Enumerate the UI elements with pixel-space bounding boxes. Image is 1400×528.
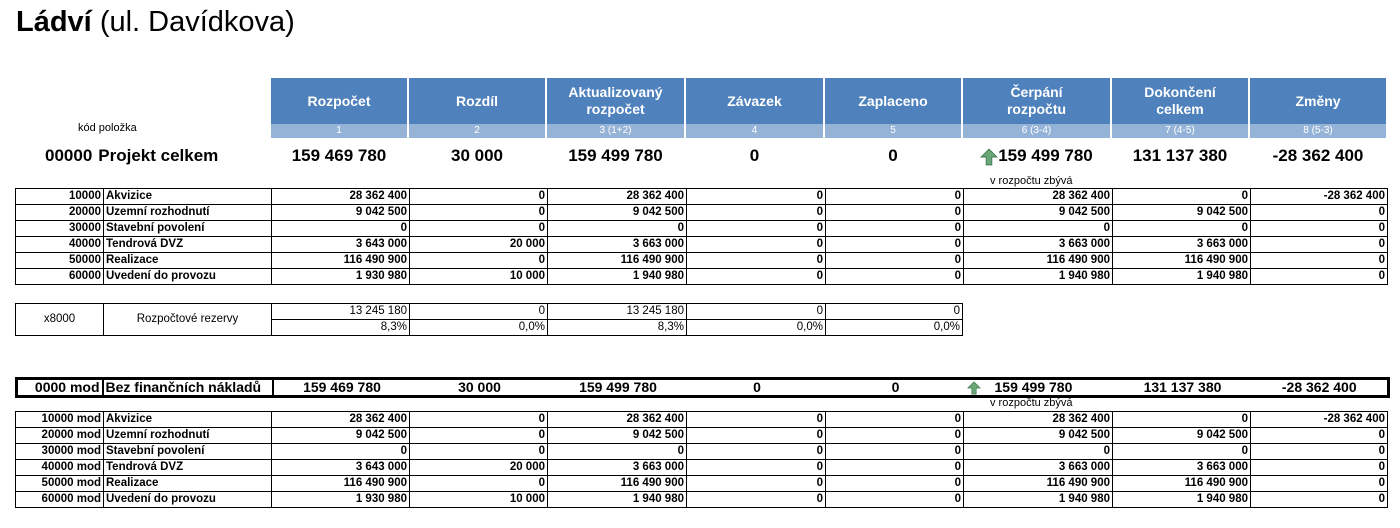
row-value: 3 663 000 (548, 460, 687, 476)
row-code: 30000 mod (16, 444, 104, 460)
reserve-value: 0 (687, 304, 826, 320)
column-number: 5 (825, 124, 961, 138)
column-header (547, 78, 684, 124)
remaining-note: v rozpočtu zbývá (990, 175, 1073, 187)
row-value: 116 490 900 (964, 253, 1113, 269)
column-header-label: Dokončení celkem (1144, 84, 1216, 117)
table-row (16, 444, 1388, 460)
total-value (963, 146, 1110, 166)
cost-table (15, 188, 1388, 285)
column-number: 2 (409, 124, 545, 138)
table-row (16, 460, 1388, 476)
total-value: -28 362 400 (1272, 146, 1364, 165)
column-number: 8 (5-3) (1250, 124, 1386, 138)
row-value: 9 042 500 (1113, 205, 1251, 221)
row-value: 20 000 (410, 460, 548, 476)
row-value: 0 (548, 221, 687, 237)
row-code: 30000 (16, 221, 104, 237)
row-value: 3 663 000 (548, 237, 687, 253)
row-code: 40000 (16, 237, 104, 253)
row-value: 3 663 000 (1113, 460, 1251, 476)
row-value: 1 940 980 (1113, 269, 1251, 285)
mod-total-value: 159 499 780 (579, 379, 657, 396)
row-value: 3 643 000 (272, 460, 410, 476)
row-value: 28 362 400 (964, 189, 1113, 205)
row-value: 0 (1251, 253, 1388, 269)
row-value: -28 362 400 (1251, 412, 1388, 428)
header-code-label: kód položka (78, 122, 137, 134)
page-title (16, 6, 295, 39)
row-name: Uvedení do provozu (104, 492, 272, 508)
row-value: 0 (1113, 221, 1251, 237)
row-value: 0 (272, 444, 410, 460)
row-value: 3 663 000 (964, 237, 1113, 253)
row-value: 1 940 980 (1113, 492, 1251, 508)
row-value: 0 (410, 221, 548, 237)
total-label (45, 146, 218, 166)
column-header (963, 78, 1110, 124)
column-number: 7 (4-5) (1112, 124, 1248, 138)
reserve-code: x8000 (16, 304, 104, 336)
row-value: 0 (826, 476, 964, 492)
row-value: 0 (826, 460, 964, 476)
row-value: 28 362 400 (548, 189, 687, 205)
row-value: 9 042 500 (964, 428, 1113, 444)
mod-total-value: -28 362 400 (1281, 379, 1357, 396)
reserve-value: 0 (826, 304, 963, 320)
row-code: 50000 (16, 253, 104, 269)
column-number: 6 (3-4) (963, 124, 1110, 138)
row-name: Akvizice (104, 189, 272, 205)
total-code: 00000 (45, 146, 93, 165)
row-value: 0 (1251, 476, 1388, 492)
row-value: 10 000 (410, 269, 548, 285)
row-value: 0 (548, 444, 687, 460)
row-value: 28 362 400 (272, 189, 410, 205)
table-row (16, 492, 1388, 508)
row-value: 0 (826, 189, 964, 205)
row-value: 9 042 500 (1113, 428, 1251, 444)
row-value: 0 (1113, 189, 1251, 205)
mod-total-name: Bez finančních nákladů (103, 379, 273, 397)
mod-total-code: 0000 mod (17, 379, 103, 397)
row-value: 0 (826, 237, 964, 253)
row-value: 0 (410, 476, 548, 492)
row-value: 28 362 400 (548, 412, 687, 428)
reserve-percent: 0,0% (826, 320, 963, 336)
total-value: 131 137 380 (1132, 146, 1228, 165)
reserve-percent: 0,0% (687, 320, 826, 336)
row-name: Uvedení do provozu (104, 269, 272, 285)
total-value: 30 000 (451, 146, 503, 165)
row-value: 3 663 000 (964, 460, 1113, 476)
row-value: 0 (1251, 221, 1388, 237)
row-value: 1 940 980 (548, 492, 687, 508)
column-header (409, 78, 545, 124)
column-header (1112, 78, 1248, 124)
total-value: 159 499 780 (568, 146, 663, 165)
row-value: 116 490 900 (272, 253, 410, 269)
column-header-label: Změny (1295, 92, 1341, 109)
column-number: 4 (686, 124, 823, 138)
cost-table (15, 411, 1388, 508)
row-value: 0 (410, 412, 548, 428)
row-value: 9 042 500 (548, 205, 687, 221)
row-value: 0 (687, 460, 826, 476)
column-header (1250, 78, 1386, 124)
row-name: Stavební povolení (104, 221, 272, 237)
arrow-up-icon (980, 148, 998, 166)
reserve-percent: 0,0% (410, 320, 548, 336)
row-value: 0 (687, 428, 826, 444)
row-value: 0 (826, 428, 964, 444)
column-header-label: Rozdíl (456, 92, 498, 109)
total-value: 0 (749, 146, 760, 165)
row-code: 50000 mod (16, 476, 104, 492)
row-value: 20 000 (410, 237, 548, 253)
reserve-table (15, 303, 963, 336)
row-code: 10000 (16, 189, 104, 205)
row-value: -28 362 400 (1251, 189, 1388, 205)
row-name: Tendrová DVZ (104, 237, 272, 253)
row-value: 9 042 500 (272, 205, 410, 221)
column-header-label: Aktualizovaný rozpočet (568, 84, 663, 117)
remaining-note-mod: v rozpočtu zbývá (990, 397, 1073, 409)
row-value: 1 940 980 (964, 492, 1113, 508)
reserve-value: 13 245 180 (272, 304, 410, 320)
row-value: 116 490 900 (548, 253, 687, 269)
table-row (16, 189, 1388, 205)
row-value: 0 (1251, 444, 1388, 460)
row-value: 9 042 500 (964, 205, 1113, 221)
row-value: 116 490 900 (272, 476, 410, 492)
row-value: 1 940 980 (548, 269, 687, 285)
row-code: 60000 (16, 269, 104, 285)
row-value: 1 930 980 (272, 492, 410, 508)
column-header (271, 78, 407, 124)
mod-total-row (15, 377, 1390, 398)
table-row (16, 269, 1388, 285)
row-value: 10 000 (410, 492, 548, 508)
row-code: 10000 mod (16, 412, 104, 428)
row-value: 0 (687, 189, 826, 205)
row-name: Uzemní rozhodnutí (104, 205, 272, 221)
row-value: 116 490 900 (964, 476, 1113, 492)
row-value: 0 (410, 253, 548, 269)
row-value: 9 042 500 (272, 428, 410, 444)
row-value: 116 490 900 (548, 476, 687, 492)
row-value: 0 (826, 412, 964, 428)
reserve-percent: 8,3% (272, 320, 410, 336)
column-header (825, 78, 961, 124)
row-value: 0 (687, 444, 826, 460)
row-value: 0 (687, 476, 826, 492)
table-row (16, 428, 1388, 444)
row-name: Uzemní rozhodnutí (104, 428, 272, 444)
total-value: 159 469 780 (291, 146, 387, 165)
row-value: 0 (1251, 269, 1388, 285)
row-name: Stavební povolení (104, 444, 272, 460)
reserve-value: 0 (410, 304, 548, 320)
page-title-bold: Ládví (16, 6, 92, 38)
mod-total-value: 30 000 (458, 379, 501, 396)
row-value: 0 (964, 444, 1113, 460)
row-name: Realizace (104, 476, 272, 492)
row-value: 0 (410, 189, 548, 205)
row-value: 28 362 400 (964, 412, 1113, 428)
row-value: 0 (687, 221, 826, 237)
row-value: 0 (826, 492, 964, 508)
table-row (16, 412, 1388, 428)
mod-total-value: 131 137 380 (1143, 379, 1222, 396)
row-value: 0 (410, 205, 548, 221)
row-value: 0 (1251, 460, 1388, 476)
row-code: 40000 mod (16, 460, 104, 476)
row-value: 0 (272, 221, 410, 237)
column-header-label: Závazek (727, 92, 782, 109)
table-row (16, 476, 1388, 492)
mod-total-value: 159 469 780 (303, 379, 381, 396)
mod-total-value: 0 (891, 379, 900, 396)
arrow-up-icon (967, 381, 981, 395)
table-row (16, 221, 1388, 237)
table-row (16, 253, 1388, 269)
total-value-text: 159 499 780 (998, 146, 1093, 165)
row-value: 0 (1251, 492, 1388, 508)
reserve-percent: 8,3% (548, 320, 687, 336)
column-header-label: Zaplaceno (858, 92, 928, 109)
column-header (686, 78, 823, 124)
row-code: 60000 mod (16, 492, 104, 508)
row-value: 0 (1251, 205, 1388, 221)
reserve-row-amount (16, 304, 963, 320)
row-value: 0 (687, 205, 826, 221)
column-number: 3 (1+2) (547, 124, 684, 138)
row-value: 0 (410, 444, 548, 460)
mod-total-value-text: 159 499 780 (994, 379, 1073, 395)
row-value: 0 (687, 237, 826, 253)
row-value: 1 940 980 (964, 269, 1113, 285)
row-name: Realizace (104, 253, 272, 269)
row-value: 0 (826, 253, 964, 269)
row-value: 28 362 400 (272, 412, 410, 428)
row-value: 0 (687, 412, 826, 428)
row-value: 9 042 500 (548, 428, 687, 444)
row-value: 3 663 000 (1113, 237, 1251, 253)
row-value: 116 490 900 (1113, 476, 1251, 492)
row-value: 116 490 900 (1113, 253, 1251, 269)
mod-total-value (965, 379, 1114, 397)
column-header-label: Čerpání rozpočtu (1006, 84, 1067, 117)
table-row (16, 205, 1388, 221)
total-value: 0 (888, 146, 898, 165)
total-name: Projekt celkem (98, 146, 219, 165)
column-header-label: Rozpočet (307, 92, 371, 109)
row-value: 0 (687, 492, 826, 508)
row-name: Akvizice (104, 412, 272, 428)
row-value: 1 930 980 (272, 269, 410, 285)
row-code: 20000 mod (16, 428, 104, 444)
row-value: 0 (964, 221, 1113, 237)
row-value: 0 (826, 269, 964, 285)
mod-total-value: 0 (753, 379, 761, 396)
reserve-name: Rozpočtové rezervy (104, 304, 272, 336)
row-value: 0 (826, 221, 964, 237)
row-value: 0 (687, 269, 826, 285)
table-row (16, 237, 1388, 253)
row-value: 0 (1113, 444, 1251, 460)
row-value: 0 (1251, 237, 1388, 253)
reserve-value: 13 245 180 (548, 304, 687, 320)
row-code: 20000 (16, 205, 104, 221)
column-number: 1 (271, 124, 407, 138)
row-value: 0 (1251, 428, 1388, 444)
row-value: 0 (410, 428, 548, 444)
row-value: 3 643 000 (272, 237, 410, 253)
row-name: Tendrová DVZ (104, 460, 272, 476)
row-value: 0 (826, 444, 964, 460)
page-title-rest: (ul. Davídkova) (99, 6, 295, 38)
row-value: 0 (826, 205, 964, 221)
row-value: 0 (1113, 412, 1251, 428)
row-value: 0 (687, 253, 826, 269)
